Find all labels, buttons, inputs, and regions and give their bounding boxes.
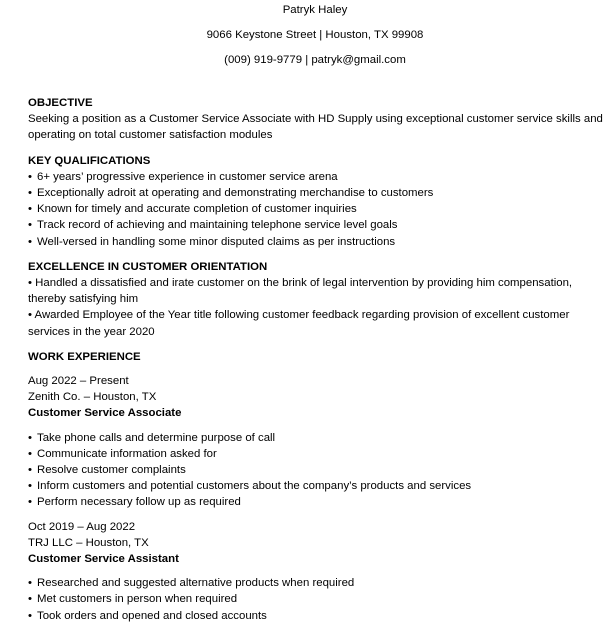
list-item — [28, 217, 613, 233]
list-item — [28, 494, 613, 510]
job-duties-list — [28, 430, 613, 511]
work-experience-section — [28, 349, 613, 624]
list-item — [28, 430, 613, 446]
job-title: Customer Service Associate — [28, 407, 182, 420]
job-entry — [28, 373, 613, 511]
list-item — [28, 185, 613, 201]
bullet-icon: • — [28, 447, 32, 460]
list-item — [28, 478, 613, 494]
bullet-icon: • — [28, 496, 32, 509]
job-entry — [28, 519, 613, 624]
list-item — [28, 462, 613, 478]
list-item-text: Met customers in person when required — [37, 593, 238, 606]
candidate-address: 9066 Keystone Street | Houston, TX 99908 — [206, 29, 424, 41]
list-item — [28, 201, 613, 217]
job-dates: Oct 2019 – Aug 2022 — [28, 520, 136, 533]
candidate-name: Patryk Haley — [282, 4, 348, 16]
list-item-text: Researched and suggested alternative products when required — [37, 577, 355, 590]
list-item-text: Took orders and opened and closed accounts — [37, 609, 267, 622]
list-item-text: Track record of achieving and maintaining telephone service level goals — [37, 219, 398, 232]
list-item-text: 6+ years’ progressive experience in customer service arena — [37, 170, 338, 183]
key-qualifications-heading: KEY QUALIFICATIONS — [28, 154, 151, 167]
work-experience-heading: WORK EXPERIENCE — [28, 350, 141, 363]
list-item-text: Known for timely and accurate completion of customer inquiries — [37, 203, 357, 216]
list-item — [28, 307, 613, 339]
bullet-icon: • — [28, 431, 32, 444]
list-item — [28, 275, 613, 307]
bullet-icon: • — [28, 309, 32, 322]
list-item — [28, 608, 613, 624]
bullet-icon: • — [28, 593, 32, 606]
resume-body — [28, 95, 613, 624]
bullet-icon: • — [28, 464, 32, 477]
bullet-icon: • — [28, 170, 32, 183]
bullet-icon: • — [28, 187, 32, 200]
job-dates: Aug 2022 – Present — [28, 375, 129, 388]
key-qualifications-list — [28, 169, 613, 250]
list-item-text: Awarded Employee of the Year title following customer feedback regarding provision of excellent customer services in the year 2020 — [28, 309, 570, 338]
candidate-contact: (009) 919-9779 | patryk@gmail.com — [224, 54, 406, 66]
list-item-text: Take phone calls and determine purpose of call — [37, 431, 276, 444]
bullet-icon: • — [28, 203, 32, 216]
list-item-text: Well-versed in handling some minor disputed claims as per instructions — [37, 235, 396, 248]
bullet-icon: • — [28, 219, 32, 232]
objective-section — [28, 95, 613, 144]
list-item-text: Exceptionally adroit at operating and demonstrating merchandise to customers — [37, 187, 434, 200]
list-item-text: Inform customers and potential customers about the company’s products and services — [37, 480, 472, 493]
bullet-icon: • — [28, 480, 32, 493]
list-item-text: Resolve customer complaints — [37, 464, 186, 477]
list-item — [28, 446, 613, 462]
list-item-text: Communicate information asked for — [37, 447, 217, 460]
job-title: Customer Service Assistant — [28, 553, 179, 566]
key-qualifications-section — [28, 153, 613, 250]
bullet-icon: • — [28, 235, 32, 248]
bullet-icon: • — [28, 609, 32, 622]
list-item — [28, 575, 613, 591]
objective-heading: OBJECTIVE — [28, 97, 93, 109]
list-item-text: Handled a dissatisfied and irate customer on the brink of legal intervention by providing him compensation, thereby satisfying him — [28, 277, 573, 306]
list-item — [28, 169, 613, 185]
excellence-heading: EXCELLENCE IN CUSTOMER ORIENTATION — [28, 260, 268, 273]
list-item-text: Perform necessary follow up as required — [37, 496, 241, 509]
job-duties-list — [28, 575, 613, 624]
job-company: Zenith Co. – Houston, TX — [28, 391, 157, 404]
excellence-section — [28, 259, 613, 340]
objective-text: Seeking a position as a Customer Service Associate with HD Supply using exceptional customer service skills and operating on total customer satisfaction modules — [28, 113, 603, 142]
job-company: TRJ LLC – Houston, TX — [28, 536, 149, 549]
bullet-icon: • — [28, 577, 32, 590]
list-item — [28, 234, 613, 250]
bullet-icon: • — [28, 277, 32, 290]
list-item — [28, 591, 613, 607]
excellence-list — [28, 275, 613, 340]
